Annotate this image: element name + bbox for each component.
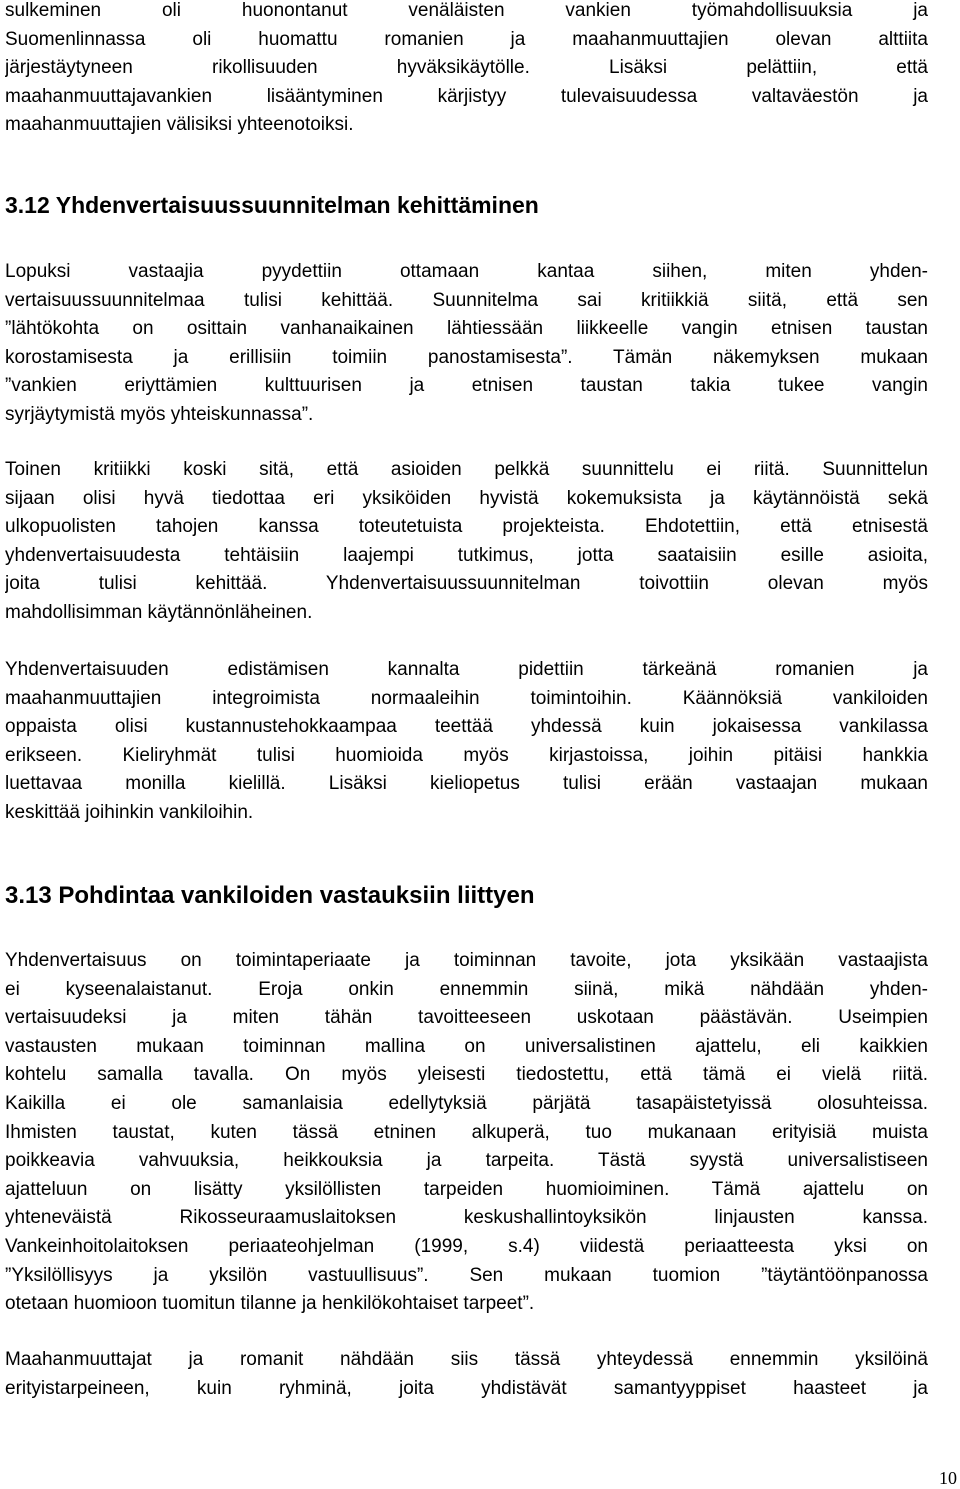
text-line: poikkeavia vahvuuksia, heikkouksia ja tarpeita. Tästä syystä universalistiseen xyxy=(5,1150,928,1172)
text-line: ajatteluun on lisätty yksilöllisten tarpeiden huomioiminen. Tämä ajattelu on xyxy=(5,1178,928,1200)
text-line: erikseen. Kieliryhmät tulisi huomioida myös kirjastoissa, joihin pitäisi hankkia xyxy=(5,744,928,766)
text-line: otetaan huomioon tuomitun tilanne ja henkilökohtaiset tarpeet”. xyxy=(5,1293,535,1315)
paragraph xyxy=(5,1346,928,1403)
paragraph xyxy=(5,258,928,430)
paragraph xyxy=(5,947,928,1319)
text-line: sijaan olisi hyvä tiedottaa eri yksiköiden hyvistä kokemuksista ja käytännöistä sekä xyxy=(5,487,928,509)
text-line: ulkopuolisten tahojen kanssa toteutetuista projekteista. Ehdotettiin, että etnisestä xyxy=(5,516,928,538)
text-line: keskittää joihinkin vankiloihin. xyxy=(5,801,254,823)
text-line: maahanmuuttajavankien lisääntyminen kärjistyy tulevaisuudessa valtaväestön ja xyxy=(5,85,928,107)
text-line: Yhdenvertaisuus on toimintaperiaate ja toiminnan tavoite, jota yksikään vastaajista xyxy=(5,950,928,971)
text-line: luettavaa monilla kielillä. Lisäksi kieliopetus tulisi erään vastaajan mukaan xyxy=(5,773,928,795)
text-line: Lopuksi vastaajia pyydettiin ottamaan kantaa siihen, miten yhden- xyxy=(5,261,928,282)
text-line: vertaisuussuunnitelmaa tulisi kehittää. Suunnitelma sai kritiikkiä siitä, että sen xyxy=(5,289,928,311)
text-line: yhteneväistä Rikosseuraamuslaitoksen keskushallintoyksikön linjausten kanssa. xyxy=(5,1207,928,1229)
text-line: yhdenvertaisuudesta tehtäisiin laajempi tutkimus, jotta saataisiin esille asioita, xyxy=(5,544,928,566)
text-line: syrjäytymistä myös yhteiskunnassa”. xyxy=(5,403,314,425)
text-line: vastausten mukaan toiminnan mallina on universalistinen ajattelu, eli kaikkien xyxy=(5,1035,928,1057)
text-line: Suomenlinnassa oli huomattu romanien ja maahanmuuttajien olevan alttiita xyxy=(5,28,928,50)
text-line: ”Yksilöllisyys ja yksilön vastuullisuus”. Sen mukaan tuomion ”täytäntöönpanossa xyxy=(5,1264,928,1286)
text-line: mahdollisimman käytännönläheinen. xyxy=(5,601,313,623)
text-line: kohtelu samalla tavalla. On myös yleisesti tiedostettu, että tämä ei vielä riitä. xyxy=(5,1064,928,1086)
text-line: maahanmuuttajien välisiksi yhteenotoiksi. xyxy=(5,114,354,136)
text-line: Kaikilla ei ole samanlaisia edellytyksiä pärjätä tasapäistetyissä olosuhteissa. xyxy=(5,1092,928,1114)
text-line: Yhdenvertaisuuden edistämisen kannalta pidettiin tärkeänä romanien ja xyxy=(5,659,928,680)
paragraph xyxy=(5,456,928,628)
text-line: ei kyseenalaistanut. Eroja onkin ennemmin siinä, mikä nähdään yhden- xyxy=(5,978,928,1000)
section-heading-3-12: 3.12 Yhdenvertaisuussuunnitelman kehittäminen xyxy=(5,192,539,218)
text-line: Toinen kritiikki koski sitä, että asioiden pelkkä suunnittelu ei riitä. Suunnittelun xyxy=(5,459,928,480)
text-line: järjestäytyneen rikollisuuden hyväksikäytölle. Lisäksi pelättiin, että xyxy=(5,57,928,79)
text-line: joita tulisi kehittää. Yhdenvertaisuussuunnitelman toivottiin olevan myös xyxy=(5,573,928,595)
text-line: sulkeminen oli huonontanut venäläisten vankien työmahdollisuuksia ja xyxy=(5,0,928,21)
paragraph xyxy=(5,656,928,828)
page-number: 10 xyxy=(939,1468,957,1488)
text-line: maahanmuuttajien integroimista normaaleihin toimintoihin. Käännöksiä vankiloiden xyxy=(5,687,928,709)
intro-paragraph xyxy=(5,0,928,140)
section-heading-3-13: 3.13 Pohdintaa vankiloiden vastauksiin liittyen xyxy=(5,882,535,909)
text-line: korostamisesta ja erillisiin toimiin panostamisesta”. Tämän näkemyksen mukaan xyxy=(5,346,928,368)
text-line: oppaista olisi kustannustehokkaampaa teettää yhdessä kuin jokaisessa vankilassa xyxy=(5,716,928,738)
text-line: ”lähtökohta on osittain vanhanaikainen lähtiessään liikkeelle vangin etnisen taustan xyxy=(5,318,928,340)
text-line: erityistarpeineen, kuin ryhminä, joita yhdistävät samantyyppiset haasteet ja xyxy=(5,1377,928,1399)
text-line: ”vankien eriyttämien kulttuurisen ja etnisen taustan takia tukee vangin xyxy=(5,375,928,397)
text-line: Vankeinhoitolaitoksen periaateohjelman (1999, s.4) viidestä periaatteesta yksi on xyxy=(5,1235,928,1257)
text-line: Ihmisten taustat, kuten tässä etninen alkuperä, tuo mukanaan erityisiä muista xyxy=(5,1121,928,1143)
text-line: vertaisuudeksi ja miten tähän tavoitteeseen uskotaan päästävän. Useimpien xyxy=(5,1007,928,1029)
text-line: Maahanmuuttajat ja romanit nähdään siis tässä yhteydessä ennemmin yksilöinä xyxy=(5,1349,928,1370)
